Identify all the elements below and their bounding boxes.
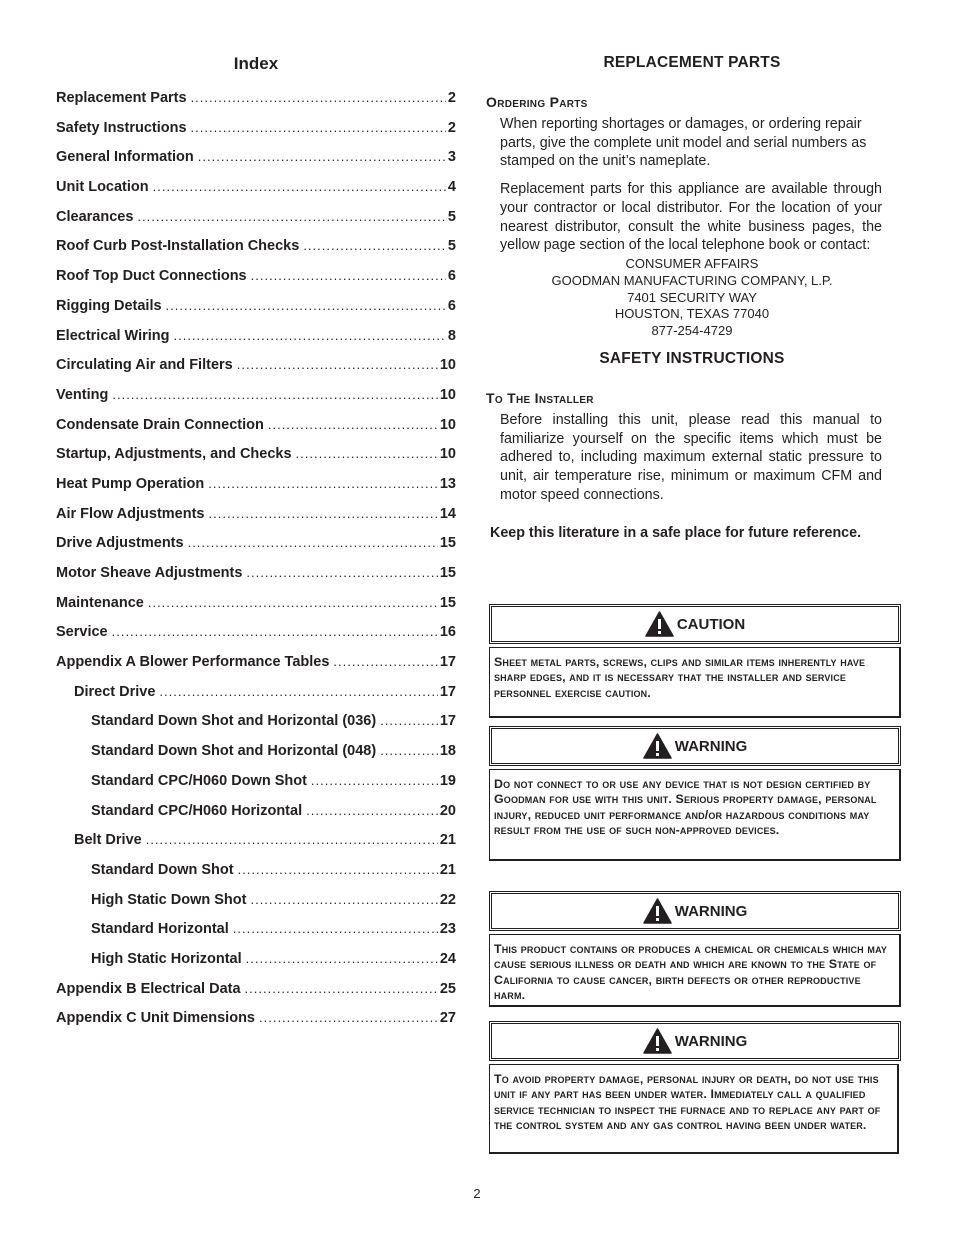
toc-leader-dots (246, 563, 437, 583)
toc-entry-page: 6 (447, 297, 456, 314)
right-column (486, 54, 898, 541)
toc-leader-dots (112, 622, 438, 642)
toc-entry-page: 24 (439, 950, 456, 967)
installer-paragraph: Before installing this unit, please read this manual to familiarize yourself on the specific items which must be adhered to, including maximum external static pressure to unit, air temperature rise, minimum or maximum CFM and motor speed connections. (500, 411, 882, 503)
toc-entry (56, 326, 456, 356)
toc-entry-page: 15 (439, 594, 456, 611)
toc-entry (56, 801, 456, 831)
toc-entry (56, 1008, 456, 1038)
toc-entry (56, 147, 456, 177)
toc-entry-label: Venting (56, 386, 109, 403)
toc-leader-dots (137, 207, 446, 227)
toc-entry-page: 10 (439, 446, 456, 463)
toc-leader-dots (245, 979, 438, 999)
toc-entry (56, 771, 456, 801)
warning-box-device (489, 726, 901, 861)
toc-entry-label: General Information (56, 149, 194, 166)
toc-entry-page: 10 (439, 357, 456, 374)
toc-entry (56, 415, 456, 445)
toc-entry-label: High Static Horizontal (91, 950, 242, 967)
toc-entry-page: 17 (439, 683, 456, 700)
toc-leader-dots (246, 949, 438, 969)
hazard-header (489, 604, 901, 644)
toc-entry-label: Direct Drive (74, 683, 156, 700)
toc-entry-page: 10 (439, 416, 456, 433)
toc-entry-page: 5 (447, 208, 456, 225)
toc-entry (56, 385, 456, 415)
toc-entry-page: 22 (439, 891, 456, 908)
distributor-paragraph: Replacement parts for this appliance are available through your contractor or local distributor. For the location of your nearest distributor, consult the white business pages, the yellow page section of the local telephone book or contact: (500, 181, 882, 254)
toc-entry-page: 21 (439, 861, 456, 878)
toc-entry-label: Motor Sheave Adjustments (56, 565, 243, 581)
toc-entry-page: 25 (439, 980, 456, 997)
toc-entry (56, 890, 456, 920)
toc-entry-label: Replacement Parts (56, 90, 187, 106)
toc-entry-label: Standard CPC/H060 Horizontal (91, 802, 303, 819)
toc-entry-page: 4 (447, 179, 456, 196)
toc-entry-label: Clearances (56, 208, 134, 225)
toc-leader-dots (306, 801, 438, 821)
toc-entry-label: Standard Down Shot and Horizontal (048) (91, 743, 377, 760)
toc-entry-page: 17 (439, 713, 456, 730)
hazard-label: WARNING (674, 737, 748, 755)
toc-entry-label: Standard Down Shot (91, 861, 234, 878)
warning-triangle-icon (643, 898, 672, 924)
toc-entry (56, 118, 456, 148)
toc-leader-dots (166, 296, 446, 316)
toc-entry-label: Rigging Details (56, 297, 162, 314)
toc-entry (56, 88, 456, 118)
toc-leader-dots (198, 147, 446, 167)
toc-entry-page: 16 (439, 624, 456, 641)
toc-entry-label: Standard CPC/H060 Down Shot (91, 772, 307, 789)
toc-entry (56, 177, 456, 207)
toc-leader-dots (112, 385, 437, 405)
toc-entry-label: Unit Location (56, 179, 149, 196)
toc-entry-page: 2 (447, 90, 456, 106)
toc-leader-dots (153, 177, 446, 197)
toc-leader-dots (237, 355, 438, 375)
toc-leader-dots (233, 919, 438, 939)
toc-entry (56, 860, 456, 890)
toc-leader-dots (296, 444, 438, 464)
toc-leader-dots (148, 593, 438, 613)
consumer-affairs-address (486, 256, 898, 340)
hazard-text: Sheet metal parts, screws, clips and similar items inherently have sharp edges, and it is necessary that the installer and service personnel exercise caution. (489, 647, 901, 718)
hazard-header (489, 891, 901, 931)
toc-entry-page: 15 (439, 535, 456, 552)
toc-entry-label: Condensate Drain Connection (56, 416, 264, 433)
toc-leader-dots (259, 1008, 438, 1028)
toc-entry-label: High Static Down Shot (91, 891, 247, 908)
toc-entry (56, 682, 456, 712)
toc-entry-page: 20 (439, 802, 456, 819)
warning-box-california (489, 891, 901, 1007)
address-line: CONSUMER AFFAIRS (625, 255, 759, 271)
hazard-text: Do not connect to or use any device that is not design certified by Goodman for use with this unit. Serious property damage, personal injury, reduced unit performance and/or hazardous conditions may result from the use of such non-approved devices. (489, 769, 901, 861)
index-title: Index (233, 54, 279, 73)
toc-entry-page: 6 (447, 268, 456, 285)
toc-entry (56, 741, 456, 771)
toc-leader-dots (380, 741, 438, 761)
toc-leader-dots (188, 533, 438, 553)
hazard-text: This product contains or produces a chemical or chemicals which may cause serious illness or death and which are known to the State of California to cause cancer, birth defects or other reproductive harm. (489, 934, 901, 1007)
warning-triangle-icon (643, 1028, 672, 1054)
toc-leader-dots (191, 118, 446, 138)
toc-entry-page: 8 (447, 327, 456, 344)
toc-entry-label: Standard Horizontal (91, 921, 229, 938)
toc-entry-label: Drive Adjustments (56, 535, 184, 552)
toc-entry (56, 711, 456, 741)
toc-entry-label: Appendix C Unit Dimensions (56, 1010, 255, 1027)
toc-entry-label: Circulating Air and Filters (56, 357, 233, 374)
toc-leader-dots (208, 474, 438, 494)
index-section (56, 54, 456, 1038)
toc-entry-page: 23 (439, 921, 456, 938)
toc-entry (56, 474, 456, 504)
toc-entry-page: 19 (439, 772, 456, 789)
ordering-parts-heading: Ordering Parts (486, 94, 588, 110)
toc-entry (56, 979, 456, 1009)
hazard-header (489, 1021, 901, 1061)
toc-entry-label: Heat Pump Operation (56, 475, 205, 492)
toc-entry-label: Roof Curb Post-Installation Checks (56, 238, 300, 255)
toc-entry-label: Electrical Wiring (56, 327, 170, 344)
toc-leader-dots (311, 771, 438, 791)
toc-entry (56, 830, 456, 860)
toc-entry-label: Standard Down Shot and Horizontal (036) (91, 713, 377, 730)
toc-entry (56, 622, 456, 652)
toc-entry (56, 207, 456, 237)
toc-entry-label: Service (56, 624, 108, 641)
toc-entry-page: 10 (439, 386, 456, 403)
toc-entry (56, 533, 456, 563)
toc-entry (56, 652, 456, 682)
toc-leader-dots (250, 890, 437, 910)
toc-leader-dots (333, 652, 437, 672)
replacement-parts-title: REPLACEMENT PARTS (603, 54, 781, 71)
toc-entry-page: 18 (439, 743, 456, 760)
toc-leader-dots (191, 88, 446, 108)
toc-entry (56, 563, 456, 593)
toc-entry-label: Roof Top Duct Connections (56, 268, 247, 285)
toc-entry (56, 949, 456, 979)
toc-entry-label: Startup, Adjustments, and Checks (56, 446, 292, 463)
toc-leader-dots (238, 860, 438, 880)
address-line: GOODMAN MANUFACTURING COMPANY, L.P. (551, 272, 833, 288)
safety-instructions-title: SAFETY INSTRUCTIONS (599, 349, 785, 367)
toc-entry-label: Appendix B Electrical Data (56, 980, 241, 997)
toc-entry-page: 21 (439, 832, 456, 849)
toc-entry-label: Maintenance (56, 594, 144, 611)
warning-triangle-icon (643, 733, 672, 759)
address-line: 877-254-4729 (651, 323, 733, 339)
hazard-label: WARNING (674, 1032, 748, 1050)
toc-entry-label: Air Flow Adjustments (56, 505, 205, 522)
ordering-parts-paragraph: When reporting shortages or damages, or ordering repair parts, give the complete unit model and serial numbers as stamped on the unit’s nameplate. (500, 116, 867, 170)
toc-entry (56, 593, 456, 623)
hazard-label: WARNING (674, 902, 748, 920)
toc-leader-dots (303, 236, 446, 256)
hazard-label: CAUTION (676, 615, 746, 633)
toc-leader-dots (251, 266, 446, 286)
address-line: 7401 SECURITY WAY (627, 289, 757, 305)
address-line: HOUSTON, TEXAS 77040 (614, 306, 770, 322)
page-number: 2 (473, 1186, 481, 1201)
toc-entry-page: 27 (439, 1010, 456, 1027)
toc-entry-page: 14 (439, 505, 456, 522)
to-the-installer-heading: To The Installer (486, 389, 594, 406)
toc-entry-label: Safety Instructions (56, 119, 187, 136)
toc-entry-page: 13 (439, 475, 456, 492)
hazard-header (489, 726, 901, 766)
toc-entry (56, 296, 456, 326)
caution-box (489, 604, 901, 718)
toc-leader-dots (146, 830, 438, 850)
toc-entry (56, 919, 456, 949)
toc-entry (56, 504, 456, 534)
toc-entry-page: 17 (439, 654, 456, 671)
toc-entry (56, 355, 456, 385)
toc-leader-dots (209, 504, 438, 524)
toc-entry-page: 15 (439, 565, 456, 581)
warning-box-water (489, 1021, 901, 1154)
keep-literature-note: Keep this literature in a safe place for future reference. (490, 525, 862, 542)
toc-entry-page: 3 (447, 149, 456, 166)
toc-entry (56, 266, 456, 296)
toc-entry (56, 236, 456, 266)
toc-entry (56, 444, 456, 474)
toc-leader-dots (174, 326, 446, 346)
toc-entry-label: Belt Drive (74, 832, 142, 849)
toc-entry-page: 2 (447, 119, 456, 136)
toc-leader-dots (159, 682, 437, 702)
toc-entry-page: 5 (447, 238, 456, 255)
toc-leader-dots (268, 415, 438, 435)
table-of-contents (56, 88, 456, 1038)
toc-entry-label: Appendix A Blower Performance Tables (56, 654, 330, 671)
warning-triangle-icon (645, 611, 674, 637)
hazard-text: To avoid property damage, personal injury or death, do not use this unit if any part has been under water. Immediately call a qualified service technician to inspect the furnace and to replace any part of the control system and any gas control having been under water. (489, 1064, 899, 1154)
toc-leader-dots (380, 711, 438, 731)
